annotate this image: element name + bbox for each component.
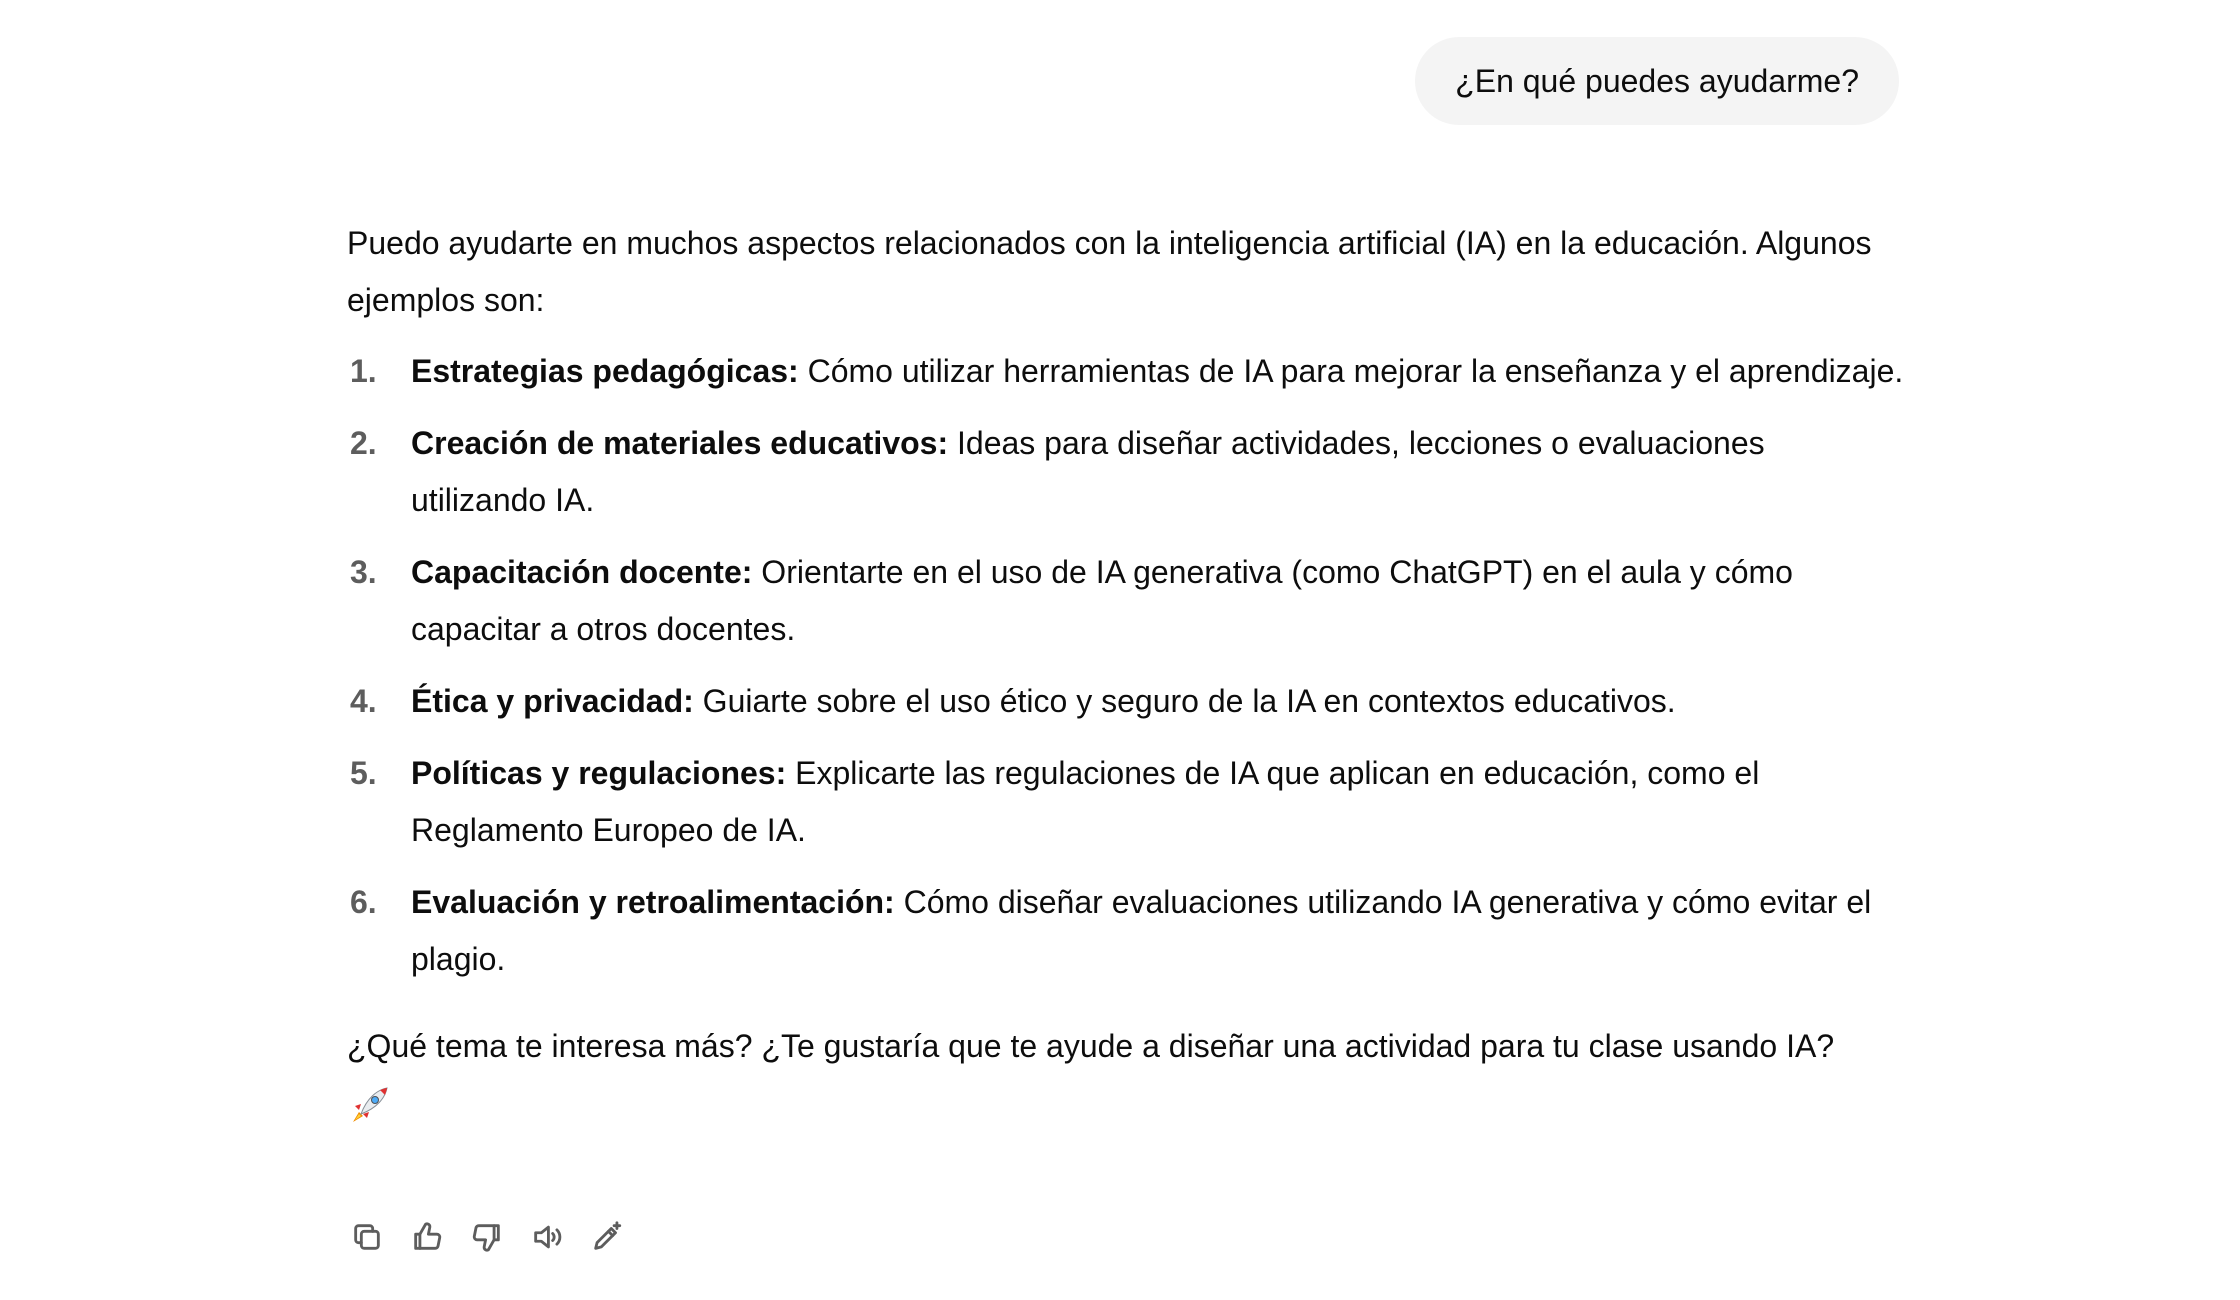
list-item-number: 4. [350, 683, 377, 719]
suggestion-list [347, 343, 1907, 988]
assistant-closing [347, 1018, 1907, 1132]
list-item-title: Ética y privacidad: [411, 683, 694, 719]
copy-button[interactable] [345, 1215, 389, 1259]
message-actions [345, 1215, 629, 1259]
list-item [347, 673, 1907, 730]
list-item-number: 1. [350, 353, 377, 389]
user-message-bubble [1415, 37, 1899, 125]
list-item-number: 5. [350, 755, 377, 791]
list-item-number: 6. [350, 884, 377, 920]
user-message-text: ¿En qué puedes ayudarme? [1455, 63, 1859, 99]
edit-sparkle-icon [590, 1220, 624, 1254]
copy-icon [350, 1220, 384, 1254]
list-item [347, 415, 1907, 529]
list-item [347, 745, 1907, 859]
thumbs-up-icon [410, 1220, 444, 1254]
list-item-text: Orientarte en el uso de IA generativa (como ChatGPT) en el aula y cómo capacitar a otros docentes. [411, 554, 1793, 647]
thumbs-down-button[interactable] [465, 1215, 509, 1259]
thumbs-down-icon [470, 1220, 504, 1254]
assistant-intro: Puedo ayudarte en muchos aspectos relacionados con la inteligencia artificial (IA) en la educación. Algunos ejemplos son: [347, 225, 1872, 318]
edit-button[interactable] [585, 1215, 629, 1259]
list-item-text: Cómo utilizar herramientas de IA para mejorar la enseñanza y el aprendizaje. [798, 353, 1904, 389]
list-item-title: Creación de materiales educativos: [411, 425, 949, 461]
list-item [347, 874, 1907, 988]
closing-text: ¿Qué tema te interesa más? ¿Te gustaría que te ayude a diseñar una actividad para tu clase usando IA? [347, 1028, 1835, 1064]
list-item-number: 3. [350, 554, 377, 590]
rocket-icon [347, 1084, 391, 1128]
list-item-title: Evaluación y retroalimentación: [411, 884, 895, 920]
list-item-text: Cómo diseñar evaluaciones utilizando IA generativa y cómo evitar el plagio. [411, 884, 1872, 977]
list-item-text: Explicarte las regulaciones de IA que aplican en educación, como el Reglamento Europeo de IA. [411, 755, 1760, 848]
list-item [347, 544, 1907, 658]
read-aloud-button[interactable] [525, 1215, 569, 1259]
thumbs-up-button[interactable] [405, 1215, 449, 1259]
assistant-message [347, 215, 1907, 1132]
list-item-text: Guiarte sobre el uso ético y seguro de la IA en contextos educativos. [693, 683, 1676, 719]
list-item-number: 2. [350, 425, 377, 461]
list-item-title: Capacitación docente: [411, 554, 753, 590]
list-item-title: Estrategias pedagógicas: [411, 353, 799, 389]
list-item-title: Políticas y regulaciones: [411, 755, 787, 791]
list-item [347, 343, 1907, 400]
list-item-text: Ideas para diseñar actividades, lecciones o evaluaciones utilizando IA. [411, 425, 1765, 518]
read-aloud-icon [530, 1220, 564, 1254]
